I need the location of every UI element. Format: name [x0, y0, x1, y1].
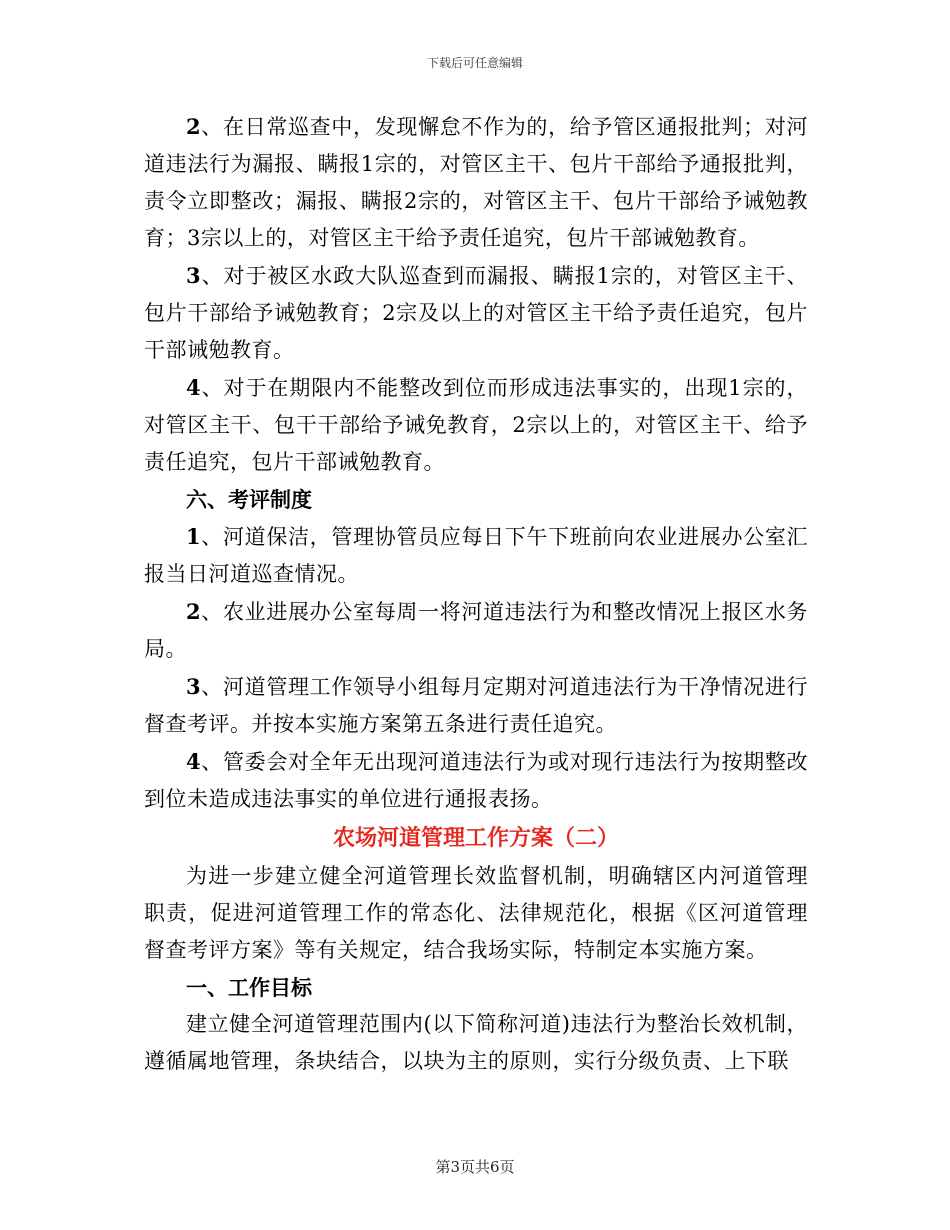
list-item: [144, 369, 808, 481]
list-item: [144, 518, 808, 593]
item-text: 、农业进展办公室每周一将河道违法行为和整改情况上报区水务局。: [144, 600, 808, 661]
document-body: [144, 108, 808, 1080]
item-number: 4: [186, 749, 202, 774]
item-number: 3: [186, 674, 202, 699]
item-number: 4: [186, 375, 202, 400]
item-number: 3: [186, 263, 202, 288]
list-item: [144, 743, 808, 818]
item-text: 、在日常巡查中，发现懈怠不作为的，给予管区通报批判；对河道违法行为漏报、瞒报1宗的，对管区主干、包片干部给予通报批判，责令立即整改；漏报、瞒报2宗的，对管区主干、包片干部给予诫勉教育；3宗以上的，对管区主干给予责任追究，包片干部诫勉教育。: [144, 115, 808, 250]
list-item: [144, 668, 808, 743]
item-number: 1: [186, 524, 202, 549]
intro-paragraph: 为进一步建立健全河道管理长效监督机制，明确辖区内河道管理职责，促进河道管理工作的常态化、法律规范化，根据《区河道管理督查考评方案》等有关规定，结合我场实际，特制定本实施方案。: [144, 864, 808, 962]
item-text: 、对于被区水政大队巡查到而漏报、瞒报1宗的，对管区主干、包片干部给予诫勉教育；2宗及以上的对管区主干给予责任追究，包片干部诫勉教育。: [144, 264, 808, 362]
section-heading: 一、工作目标: [186, 975, 312, 1000]
body-paragraph: 建立健全河道管理范围内(以下简称河道)违法行为整治长效机制，遵循属地管理，条块结合，以块为主的原则，实行分级负责、上下联: [144, 1012, 808, 1073]
page-header: 下载后可任意编辑: [426, 56, 523, 70]
item-text: 、管委会对全年无出现河道违法行为或对现行违法行为按期整改到位未造成违法事实的单位进行通报表扬。: [144, 750, 808, 811]
item-number: 2: [186, 599, 202, 624]
list-item: [144, 593, 808, 668]
item-text: 、对于在期限内不能整改到位而形成违法事实的，出现1宗的，对管区主干、包干干部给予诫免教育，2宗以上的，对管区主干、给予责任追究，包片干部诫勉教育。: [144, 376, 808, 474]
list-item: [144, 257, 808, 369]
item-number: 2: [186, 114, 202, 139]
page-footer: 第3页共6页: [435, 1158, 515, 1176]
document-title: 农场河道管理工作方案（二）: [332, 825, 619, 851]
item-text: 、河道保洁，管理协管员应每日下午下班前向农业进展办公室汇报当日河道巡查情况。: [144, 525, 808, 586]
item-text: 、河道管理工作领导小组每月定期对河道违法行为干净情况进行督查考评。并按本实施方案第五条进行责任追究。: [144, 675, 808, 736]
section-heading: 六、考评制度: [186, 487, 312, 512]
list-item: [144, 108, 808, 257]
